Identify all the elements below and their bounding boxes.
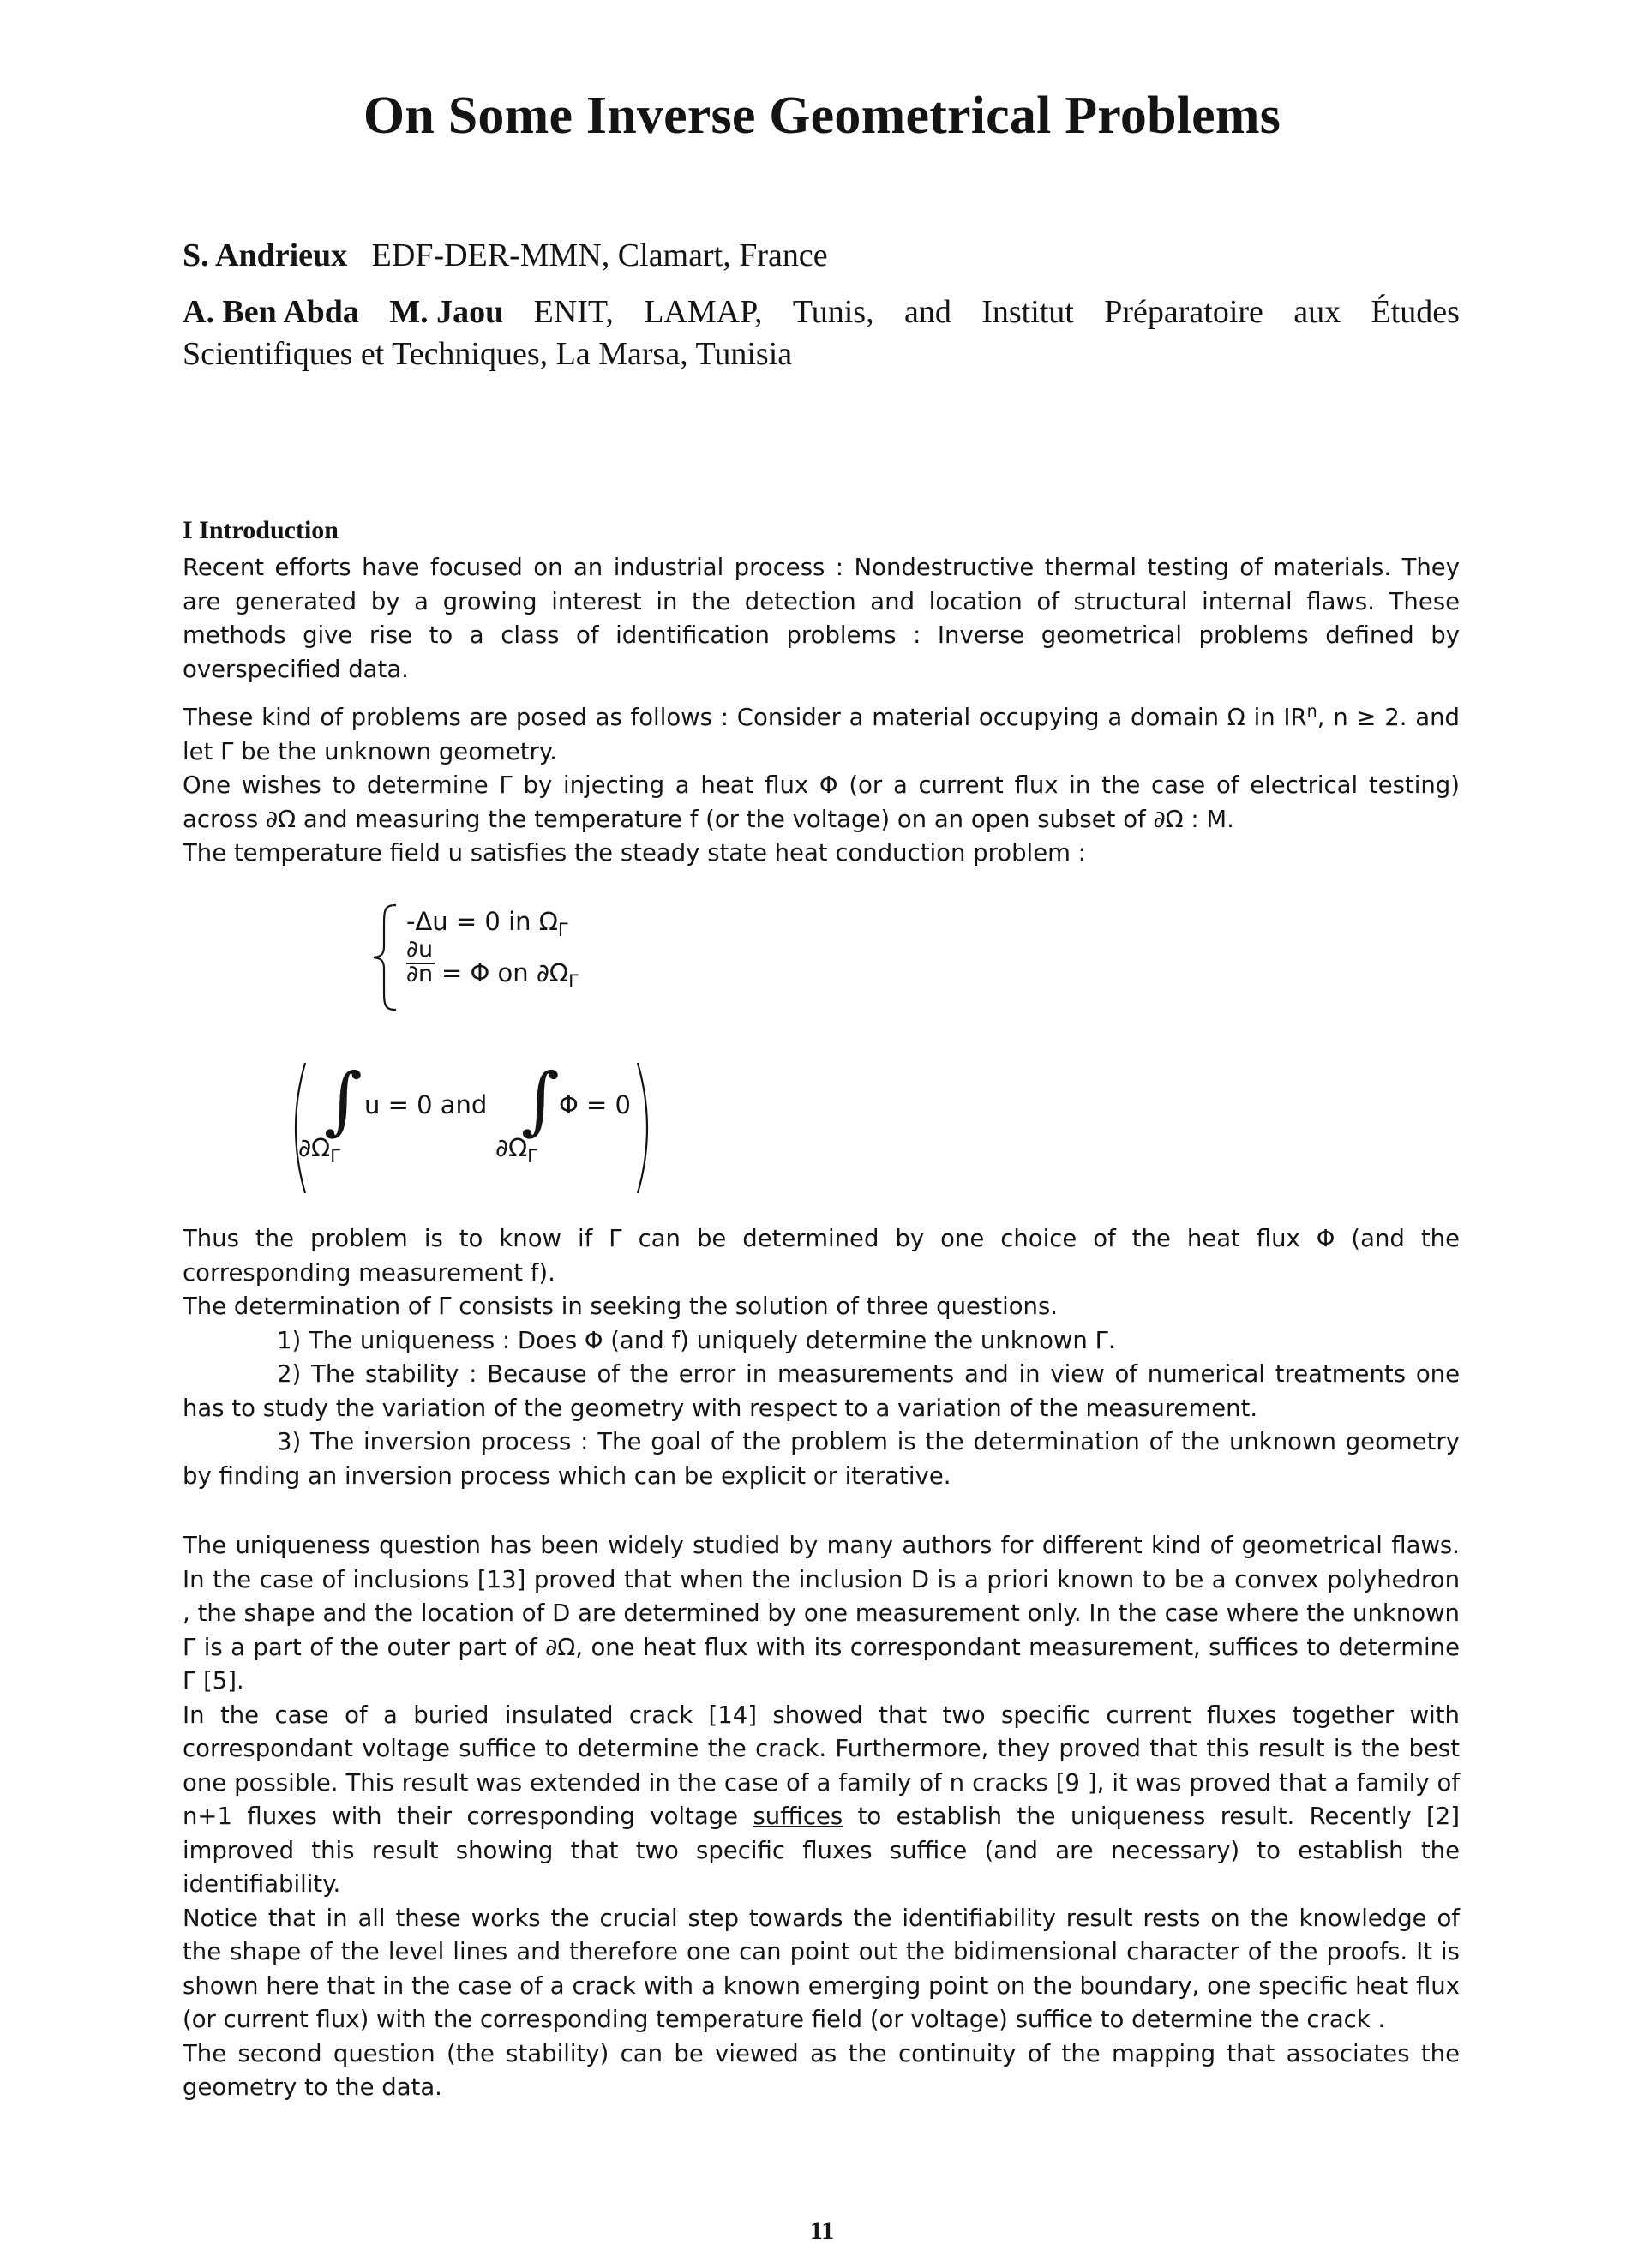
affil-word: Tunis, [792,294,874,330]
integral-domain: $\partial\Omega_\Gamma$ [298,1133,340,1167]
equation-line-1: -Δu = 0 in $\Omega_\Gamma$ [406,907,568,940]
underlined-word: suffices [753,1803,843,1830]
paragraph: The second question (the stability) can be viewed as the continuity of the mapping that associates the geometry to the data. [183,2039,1460,2101]
affil-word: LAMAP, [644,294,763,330]
author-name: M. Jaou [389,294,504,330]
integral-u: u = 0 and [364,1090,488,1119]
affil-word: Préparatoire [1104,294,1263,330]
affil-word: Études [1371,294,1460,330]
equation-line-2: = Φ on $\partial\Omega_\Gamma$ [441,958,579,992]
author-line-2 [183,291,1460,375]
right-paren [633,1059,662,1197]
paragraph: The temperature field u satisfies the steady state heat conduction problem : [183,839,1086,867]
integral-domain: $\partial\Omega_\Gamma$ [495,1133,537,1167]
integral-phi: Φ = 0 [559,1090,632,1119]
question-3: 3) The inversion process : The goal of the problem is the determination of the unknown geometry by finding an inversion process which can be explicit or iterative. [183,1428,1460,1490]
page-number: 11 [809,2217,835,2245]
paragraph: These kind of problems are posed as follows : Consider a material occupying a domain Ω in $IR^n$, n ≥ 2. and let Γ be the unknown geometry. [183,702,1461,765]
paragraph: Thus the problem is to know if Γ can be determined by one choice of the heat flux Φ (and the corresponding measurement f). [183,1225,1460,1287]
left-brace [370,902,405,1013]
paragraph: One wishes to determine Γ by injecting a heat flux Φ (or a current flux in the case of electrical testing) across ∂Ω and measuring the temperature f (or the voltage) on an open subset of ∂Ω : M. [183,771,1460,833]
author-affiliation-cont: Scientifiques et Techniques, La Marsa, Tunisia [183,336,793,372]
question-2: 2) The stability : Because of the error in measurements and in view of numerical treatments one has to study the variation of the geometry with respect to a variation of the measurement. [183,1360,1460,1422]
intro-block [183,551,1460,871]
questions-block [183,1222,1460,1493]
author-line-1 [183,237,1460,274]
author-affiliation: EDF-DER-MMN, Clamart, France [371,237,828,273]
author-name: A. Ben Abda [183,294,359,330]
affil-word: ENIT, [533,294,614,330]
affil-word: aux [1293,294,1341,330]
uniqueness-block [183,1529,1460,2105]
section-heading: I Introduction [183,516,339,544]
paper-title: On Some Inverse Geometrical Problems [363,87,1281,145]
integral-sign: ∫ [324,1058,363,1143]
left-paren [281,1059,310,1197]
paragraph: Notice that in all these works the crucial step towards the identifiability result rests on the knowledge of the shape of the level lines and therefore one can point out the bidimensional character of the proofs. It is shown here that in the case of a crack with a known emerging point on the boundary, one specific heat flux (or current flux) with the corresponding temperature field (or voltage) suffice to determine the crack . [183,1904,1460,2033]
affil-word: Institut [981,294,1074,330]
paragraph: Recent efforts have focused on an industrial process : Nondestructive thermal testing of materials. They are generated by a growing interest in the detection and location of structural internal flaws. These methods give rise to a class of identification problems : Inverse geometrical problems defined by overspecified data. [183,554,1460,683]
normal-derivative: ∂u ∂n [406,938,435,987]
paragraph: The uniqueness question has been widely studied by many authors for different kind of geometrical flaws. In the case of inclusions [13] proved that when the inclusion D is a priori known to be a convex polyhedron , the shape and the location of D are determined by one measurement only. In the case where the unknown Γ is a part of the outer part of ∂Ω, one heat flux with its correspondant measurement, suffices to determine Γ [5]. [183,1532,1460,1695]
question-1: 1) The uniqueness : Does Φ (and f) uniquely determine the unknown Γ. [277,1326,1116,1354]
affil-word: and [903,294,951,330]
paragraph: In the case of a buried insulated crack [14] showed that two specific current fluxes together with correspondant voltage suffice to determine the crack. Furthermore, they proved that this result is the best one possible. This result was extended in the case of a family of n cracks [9 ], it was proved that a family of n+1 fluxes with their corresponding voltage suffices to establish the uniqueness result. Recently [2] improved this result showing that two specific fluxes suffice (and are necessary) to establish the identifiability. [183,1701,1460,1898]
integral-sign: ∫ [521,1058,560,1143]
paragraph: The determination of Γ consists in seeking the solution of three questions. [183,1293,1059,1320]
author-line-2-first [183,291,1460,333]
author-name: S. Andrieux [183,237,348,273]
